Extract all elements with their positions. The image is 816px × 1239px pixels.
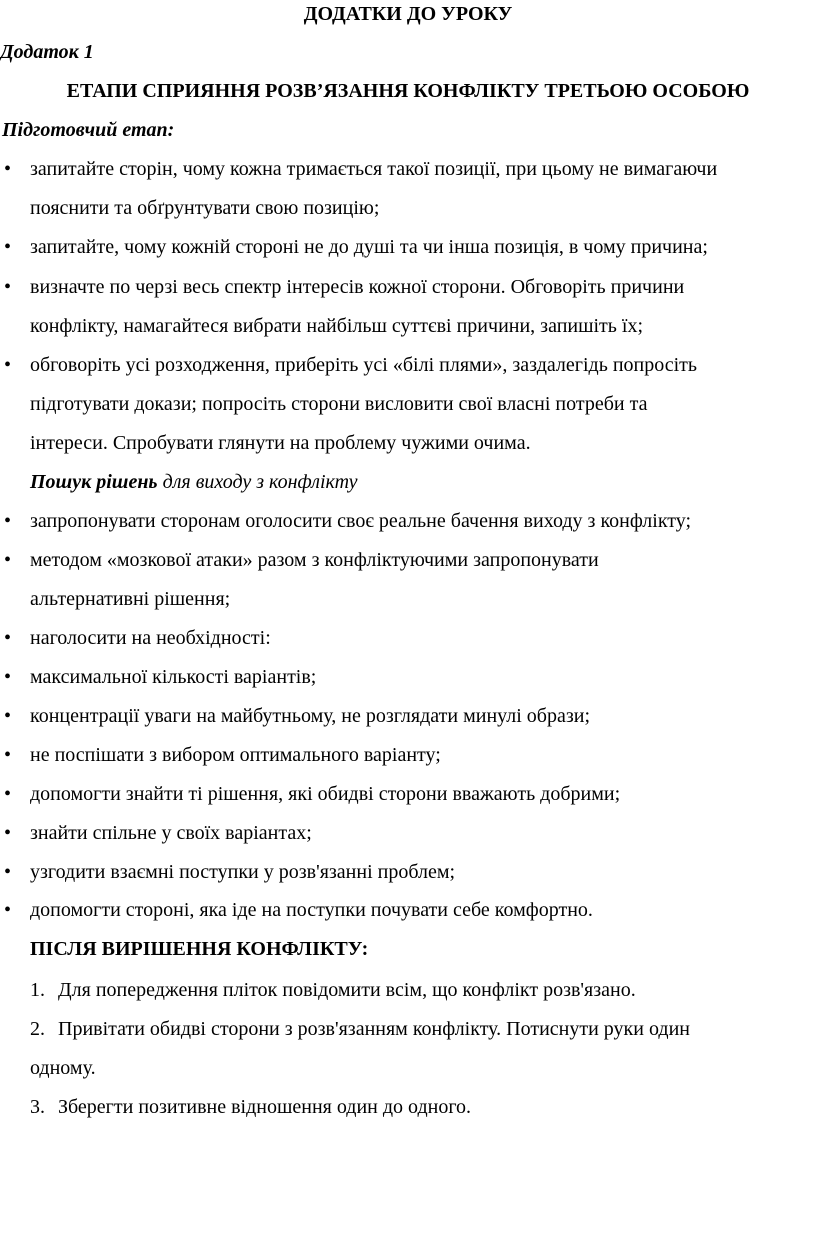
list-item-text: допомогти знайти ті рішення, які обидві сторони вважають добрими; [30, 783, 621, 805]
numbered-item-continuation: одному. [30, 1057, 96, 1079]
list-item-text: знайти спільне у своїх варіантах; [30, 822, 312, 844]
section-heading: ЕТАПИ СПРИЯННЯ РОЗВ’ЯЗАННЯ КОНФЛІКТУ ТРЕТЬОЮ ОСОБОЮ [66, 80, 750, 102]
list-item-continuation: альтернативні рішення; [30, 588, 231, 610]
list-item-continuation: пояснити та обґрунтувати свою позицію; [30, 197, 380, 219]
bullet-icon: • [4, 236, 12, 258]
bullet-icon: • [4, 158, 12, 180]
bullet-icon: • [4, 276, 12, 298]
list-item-text: визначте по черзі весь спектр інтересів кожної сторони. Обговоріть причини [30, 276, 685, 298]
search-stage-title-bold: Пошук рішень [30, 471, 158, 493]
bullet-icon: • [4, 861, 12, 883]
list-item-text: запитайте, чому кожній стороні не до душі та чи інша позиція, в чому причина; [30, 236, 708, 258]
list-item-text: наголосити на необхідності: [30, 627, 271, 649]
bullet-icon: • [4, 899, 12, 921]
list-item-continuation: конфлікту, намагайтеся вибрати найбільш суттєві причини, запишіть їх; [30, 315, 644, 337]
numbered-item-text: Для попередження пліток повідомити всім, що конфлікт розв'язано. [58, 979, 636, 1001]
search-stage-title [30, 471, 357, 494]
bullet-icon: • [4, 744, 12, 766]
bullet-icon: • [4, 627, 12, 649]
bullet-icon: • [4, 354, 12, 376]
appendix-label: Додаток 1 [0, 41, 94, 63]
numbered-item-text: Привітати обидві сторони з розв'язанням конфлікту. Потиснути руки один [58, 1018, 690, 1040]
bullet-icon: • [4, 510, 12, 532]
item-number: 1. [30, 979, 45, 1001]
list-item-text: не поспішати з вибором оптимального варіанту; [30, 744, 441, 766]
after-stage-title: ПІСЛЯ ВИРІШЕННЯ КОНФЛІКТУ: [30, 938, 369, 960]
bullet-icon: • [4, 549, 12, 571]
list-item-text: концентрації уваги на майбутньому, не розглядати минулі образи; [30, 705, 591, 727]
list-item-text: максимальної кількості варіантів; [30, 666, 317, 688]
list-item-text: методом «мозкової атаки» разом з конфліктуючими запропонувати [30, 549, 599, 571]
bullet-icon: • [4, 705, 12, 727]
item-number: 2. [30, 1018, 45, 1040]
list-item-text: допомогти стороні, яка іде на поступки почувати себе комфортно. [30, 899, 593, 921]
list-item-text: обговоріть усі розходження, приберіть усі «білі плями», заздалегідь попросіть [30, 354, 698, 376]
prep-stage-title: Підготовчий етап: [2, 119, 175, 141]
numbered-item-text: Зберегти позитивне відношення один до одного. [58, 1096, 472, 1118]
document-title: ДОДАТКИ ДО УРОКУ [303, 3, 513, 25]
bullet-icon: • [4, 822, 12, 844]
list-item-continuation: інтереси. Спробувати глянути на проблему чужими очима. [30, 432, 531, 454]
list-item-text: запропонувати сторонам оголосити своє реальне бачення виходу з конфлікту; [30, 510, 692, 532]
bullet-icon: • [4, 783, 12, 805]
list-item-text: запитайте сторін, чому кожна тримається такої позиції, при цьому не вимагаючи [30, 158, 718, 180]
item-number: 3. [30, 1096, 45, 1118]
list-item-text: узгодити взаємні поступки у розв'язанні проблем; [30, 861, 456, 883]
search-stage-title-rest: для виходу з конфлікту [157, 471, 358, 493]
bullet-icon: • [4, 666, 12, 688]
list-item-continuation: підготувати докази; попросіть сторони висловити свої власні потреби та [30, 393, 648, 415]
